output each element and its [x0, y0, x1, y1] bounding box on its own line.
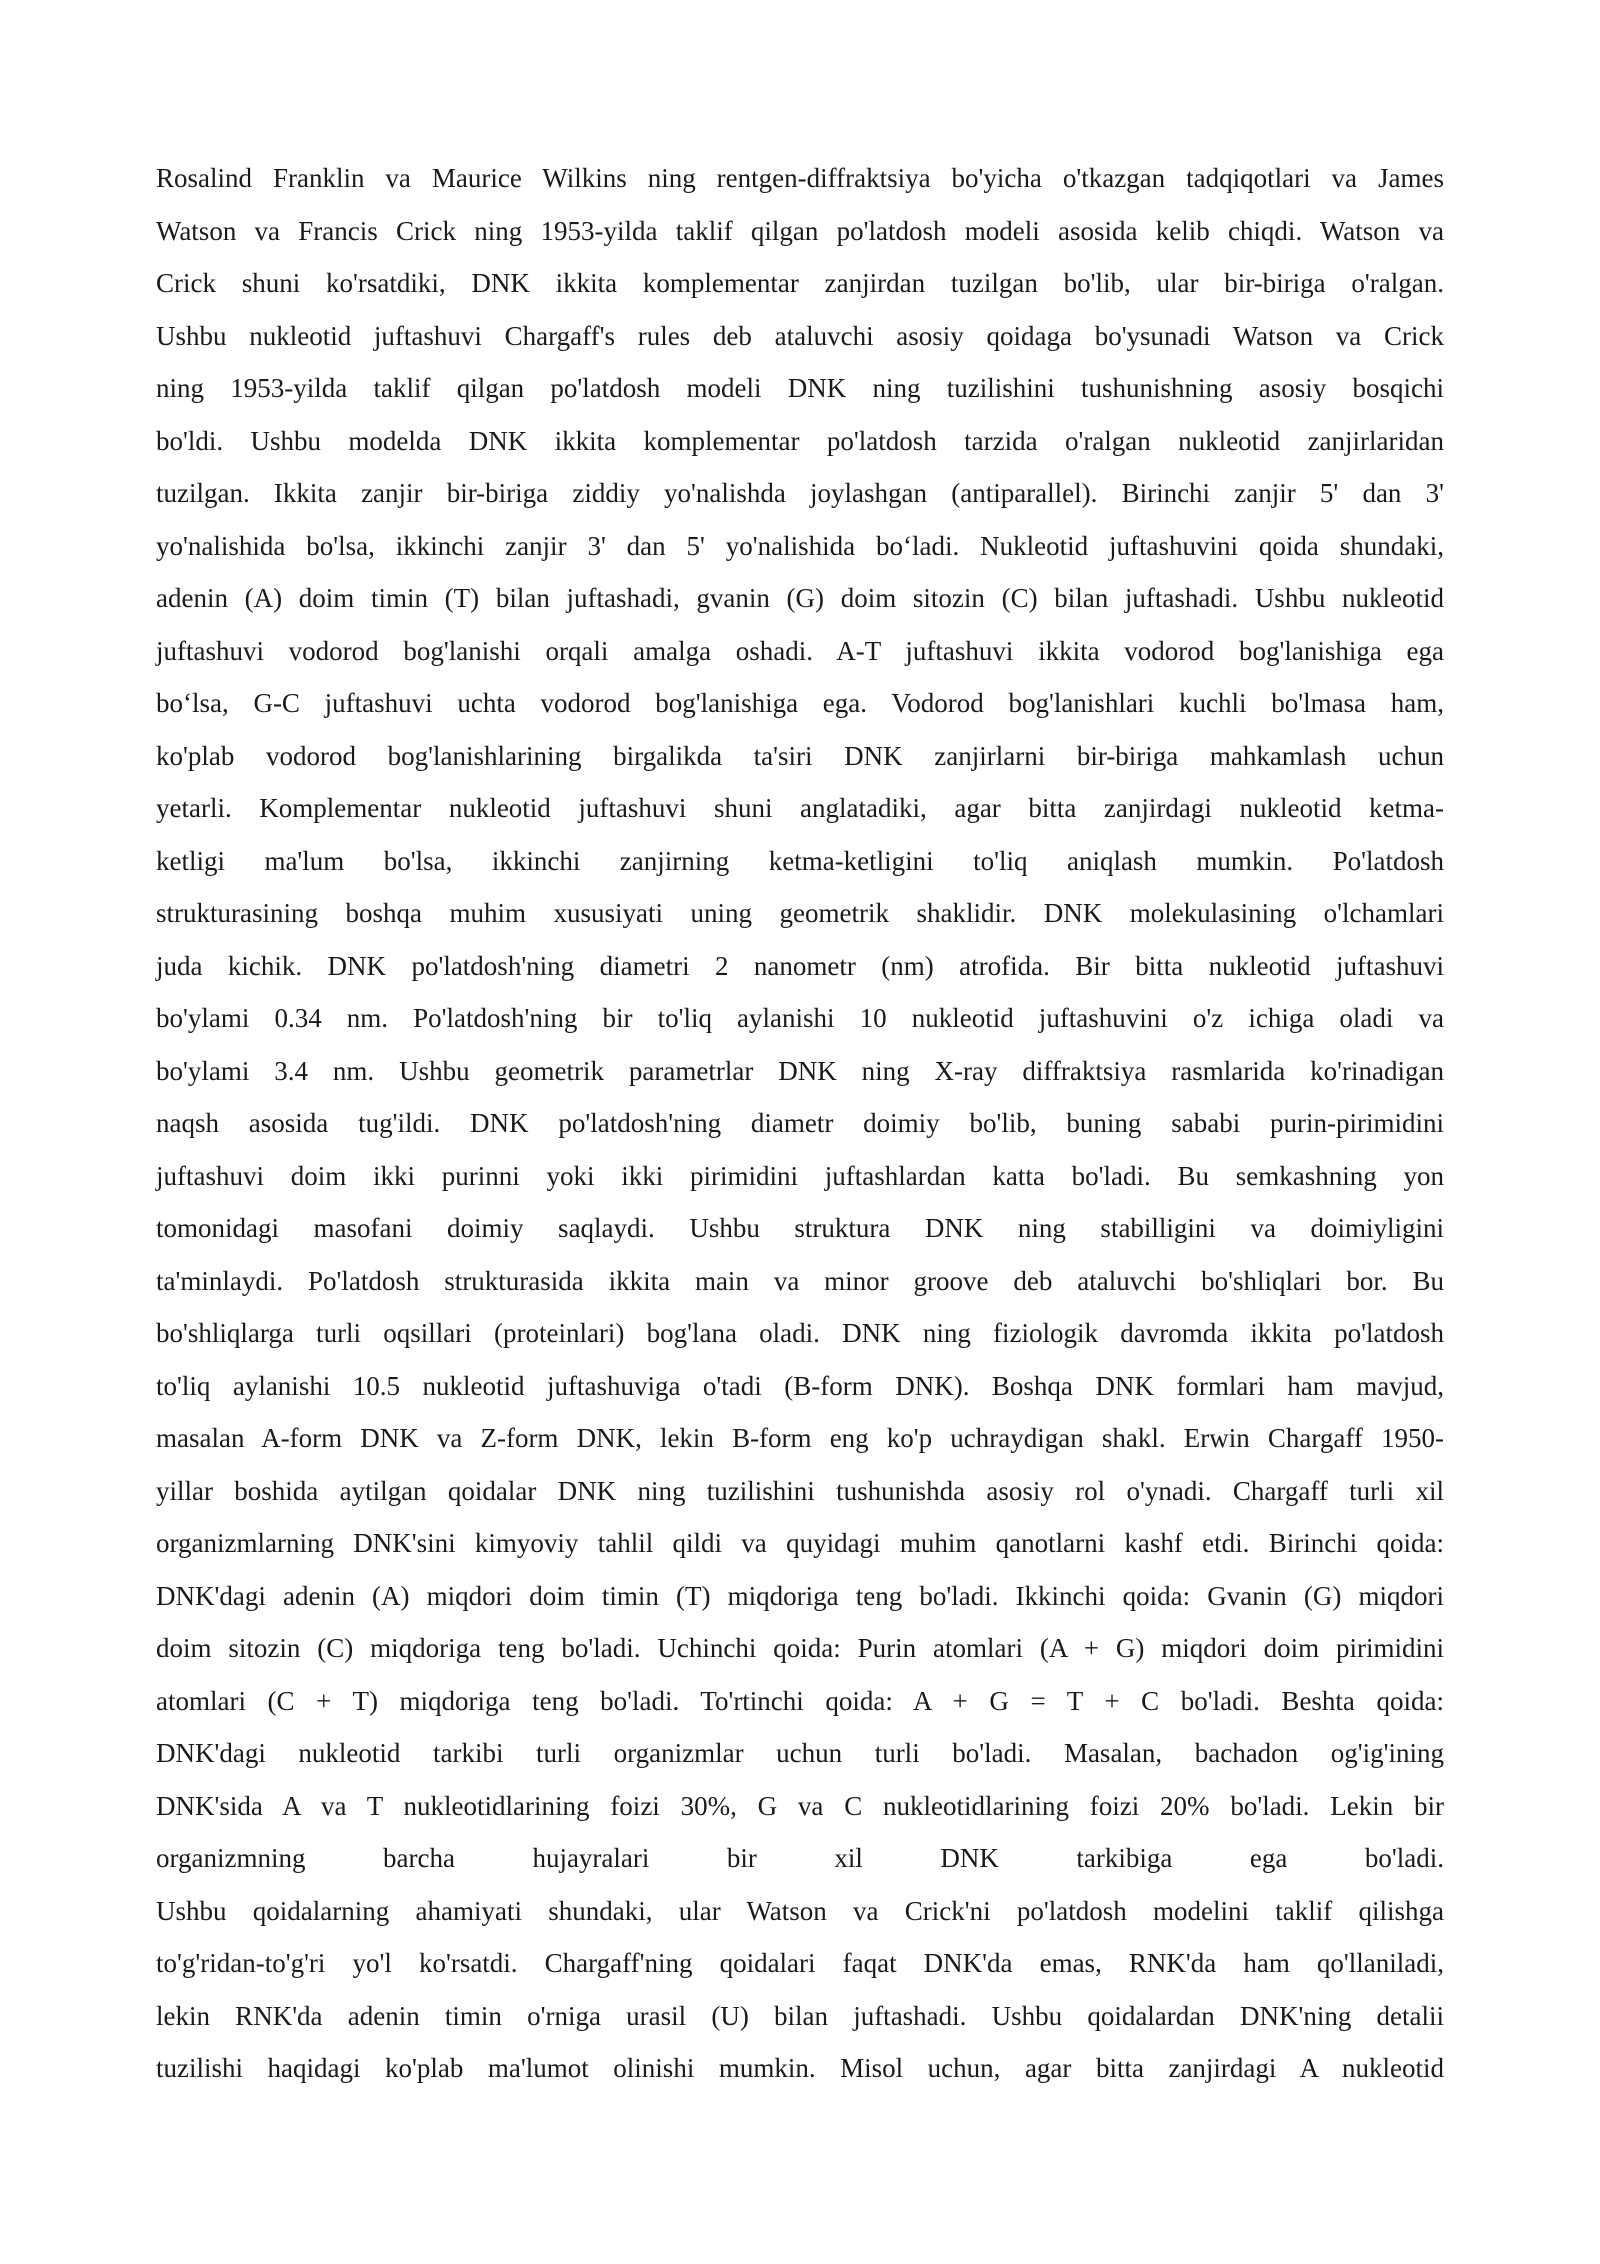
- text-line: yillar boshida aytilgan qoidalar DNK ning tuzilishini tushunishda asosiy rol o'ynadi. Chargaff turli xil: [156, 1475, 1444, 1506]
- text-line: adenin (A) doim timin (T) bilan juftashadi, gvanin (G) doim sitozin (C) bilan juftashadi. Ushbu nukleotid: [156, 583, 1444, 613]
- text-line: organizmlarning DNK'sini kimyoviy tahlil qildi va quyidagi muhim qanotlarni kashf etdi. Birinchi qoida:: [156, 1528, 1444, 1558]
- text-line: juda kichik. DNK po'latdosh'ning diametri 2 nanometr (nm) atrofida. Bir bitta nukleotid juftashuvi: [156, 950, 1444, 981]
- text-line: ketligi ma'lum bo'lsa, ikkinchi zanjirning ketma-ketligini to'liq aniqlash mumkin. Po'latdosh: [156, 845, 1444, 876]
- text-line: bo'shliqlarga turli oqsillari (proteinlari) bog'lana oladi. DNK ning fiziologik davromda ikkita po'latdosh: [156, 1318, 1444, 1348]
- text-line: masalan A-form DNK va Z-form DNK, lekin B-form eng ko'p uchraydigan shakl. Erwin Chargaff 1950-: [156, 1423, 1444, 1453]
- text-line: tomonidagi masofani doimiy saqlaydi. Ushbu struktura DNK ning stabilligini va doimiyligini: [156, 1213, 1444, 1243]
- text-line: Watson va Francis Crick ning 1953-yilda taklif qilgan po'latdosh modeli asosida kelib chiqdi. Watson va: [156, 215, 1444, 246]
- text-line: naqsh asosida tug'ildi. DNK po'latdosh'ning diametr doimiy bo'lib, buning sababi purin-pirimidini: [156, 1108, 1444, 1138]
- text-line: yetarli. Komplementar nukleotid juftashuvi shuni anglatadiki, agar bitta zanjirdagi nukleotid ketma-: [156, 793, 1444, 823]
- text-line: lekin RNK'da adenin timin o'rniga urasil (U) bilan juftashadi. Ushbu qoidalardan DNK'ning detalii: [156, 2000, 1444, 2031]
- text-line: to'liq aylanishi 10.5 nukleotid juftashuviga o'tadi (B-form DNK). Boshqa DNK formlari ham mavjud,: [156, 1370, 1444, 1401]
- text-line: DNK'dagi nukleotid tarkibi turli organizmlar uchun turli bo'ladi. Masalan, bachadon og'ig'ining: [156, 1738, 1444, 1768]
- text-line: tuzilgan. Ikkita zanjir bir-biriga ziddiy yo'nalishda joylashgan (antiparallel). Birinchi zanjir 5' dan 3': [156, 478, 1444, 508]
- body-text: [156, 152, 1444, 2095]
- text-line: organizmning barcha hujayralari bir xil DNK tarkibiga ega bo'ladi.: [156, 1843, 1444, 1873]
- text-line: atomlari (C + T) miqdoriga teng bo'ladi. To'rtinchi qoida: A + G = T + C bo'ladi. Beshta qoida:: [156, 1685, 1444, 1716]
- text-line: juftashuvi doim ikki purinni yoki ikki pirimidini juftashlardan katta bo'ladi. Bu semkashning yon: [156, 1160, 1444, 1191]
- text-line: bo'ldi. Ushbu modelda DNK ikkita komplementar po'latdosh tarzida o'ralgan nukleotid zanjirlaridan: [156, 425, 1444, 456]
- text-line: Ushbu nukleotid juftashuvi Chargaff's rules deb ataluvchi asosiy qoidaga bo'ysunadi Watson va Crick: [156, 320, 1444, 351]
- text-line: ko'plab vodorod bog'lanishlarining birgalikda ta'siri DNK zanjirlarni bir-biriga mahkamlash uchun: [156, 740, 1444, 771]
- text-line: Rosalind Franklin va Maurice Wilkins ning rentgen-diffraktsiya bo'yicha o'tkazgan tadqiqotlari va James: [156, 163, 1444, 193]
- text-line: strukturasining boshqa muhim xususiyati uning geometrik shaklidir. DNK molekulasining o'lchamlari: [156, 898, 1444, 928]
- text-line: ning 1953-yilda taklif qilgan po'latdosh modeli DNK ning tuzilishini tushunishning asosiy bosqichi: [156, 373, 1444, 403]
- text-line: juftashuvi vodorod bog'lanishi orqali amalga oshadi. A-T juftashuvi ikkita vodorod bog'lanishiga ega: [156, 635, 1444, 666]
- text-line: tuzilishi haqidagi ko'plab ma'lumot olinishi mumkin. Misol uchun, agar bitta zanjirdagi A nukleotid: [156, 2053, 1444, 2083]
- text-line: bo'ylami 0.34 nm. Po'latdosh'ning bir to'liq aylanishi 10 nukleotid juftashuvini o'z ichiga oladi va: [156, 1003, 1444, 1033]
- text-line: bo'ylami 3.4 nm. Ushbu geometrik parametrlar DNK ning X-ray diffraktsiya rasmlarida ko'rinadigan: [156, 1055, 1444, 1086]
- text-line: DNK'sida A va T nukleotidlarining foizi 30%, G va C nukleotidlarining foizi 20% bo'ladi. Lekin bir: [156, 1790, 1444, 1821]
- text-line: DNK'dagi adenin (A) miqdori doim timin (T) miqdoriga teng bo'ladi. Ikkinchi qoida: Gvanin (G) miqdori: [156, 1580, 1444, 1611]
- text-line: ta'minlaydi. Po'latdosh strukturasida ikkita main va minor groove deb ataluvchi bo'shliqlari bor. Bu: [156, 1265, 1444, 1296]
- text-line: yo'nalishida bo'lsa, ikkinchi zanjir 3' dan 5' yo'nalishida bo‘ladi. Nukleotid juftashuvini qoida shundaki,: [156, 530, 1444, 561]
- text-line: bo‘lsa, G-C juftashuvi uchta vodorod bog'lanishiga ega. Vodorod bog'lanishlari kuchli bo'lmasa ham,: [156, 688, 1444, 718]
- text-line: to'g'ridan-to'g'ri yo'l ko'rsatdi. Chargaff'ning qoidalari faqat DNK'da emas, RNK'da ham qo'llaniladi,: [156, 1948, 1444, 1978]
- text-line: Crick shuni ko'rsatdiki, DNK ikkita komplementar zanjirdan tuzilgan bo'lib, ular bir-biriga o'ralgan.: [156, 268, 1444, 298]
- text-line: doim sitozin (C) miqdoriga teng bo'ladi. Uchinchi qoida: Purin atomlari (A + G) miqdori doim pirimidini: [156, 1633, 1444, 1663]
- text-line: Ushbu qoidalarning ahamiyati shundaki, ular Watson va Crick'ni po'latdosh modelini taklif qilishga: [156, 1895, 1444, 1926]
